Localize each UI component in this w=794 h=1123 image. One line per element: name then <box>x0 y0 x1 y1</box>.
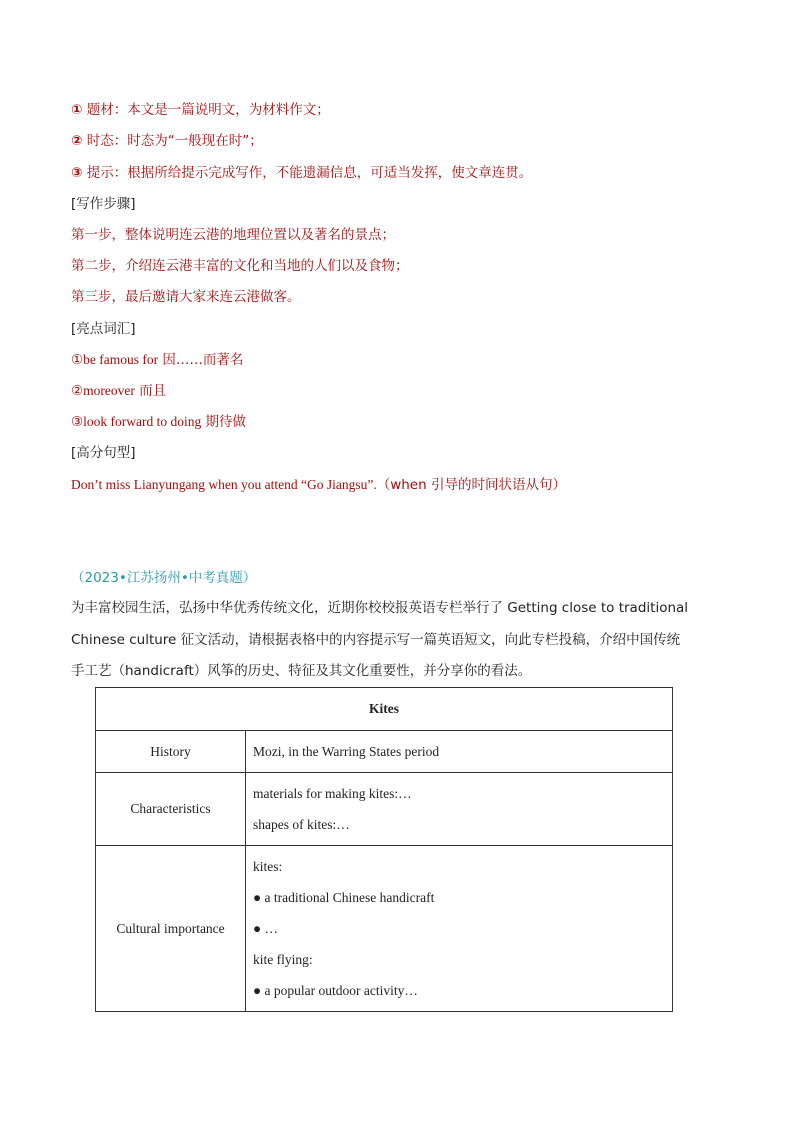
sentence-heading: [高分句型] <box>71 445 136 461</box>
vocab-item-2 <box>71 382 166 400</box>
vocab-zh: 期待做 <box>205 414 247 430</box>
cell-line: ● a popular outdoor activity… <box>253 983 418 998</box>
kites-table <box>95 687 673 1012</box>
prompt-line: 为丰富校园生活，弘扬中华优秀传统文化，近期你校校报英语专栏举行了 Getting close to traditional <box>71 600 689 616</box>
row-content <box>246 731 673 773</box>
marker: ② <box>71 383 84 399</box>
table-row <box>96 846 673 1012</box>
vocab-en: be famous for <box>83 352 159 367</box>
step-2: 第二步，介绍连云港丰富的文化和当地的人们以及食物； <box>71 258 409 274</box>
prompt-line: 手工艺（handicraft）风筝的历史、特征及其文化重要性，并分享你的看法。 <box>71 663 532 679</box>
requirement-3 <box>71 164 532 182</box>
requirement-1 <box>71 101 330 119</box>
cell-line: kite flying: <box>253 952 313 967</box>
steps-heading: [写作步骤] <box>71 196 136 212</box>
cell-line: materials for making kites:… <box>253 786 412 801</box>
requirement-text: 时态：时态为“一般现在时”； <box>86 133 263 149</box>
marker: ① <box>71 102 83 118</box>
vocab-item-3 <box>71 413 246 431</box>
vocab-zh: 而且 <box>139 383 167 399</box>
source-label: （2023•江苏扬州•中考真题） <box>71 570 257 586</box>
vocab-en: look forward to doing <box>83 414 202 429</box>
row-content <box>246 846 673 1012</box>
table-row <box>96 773 673 846</box>
cell-line: Mozi, in the Warring States period <box>253 744 440 759</box>
prompt-line: Chinese culture 征文活动，请根据表格中的内容提示写一篇英语短文，向此专栏投稿，介绍中国传统 <box>71 631 681 648</box>
marker: ③ <box>71 414 84 430</box>
requirement-text: 题材：本文是一篇说明文，为材料作文； <box>86 102 330 118</box>
sentence-zh: （when 引导的时间状语从句） <box>376 477 566 493</box>
requirement-2 <box>71 132 263 150</box>
table-header-row <box>96 688 673 731</box>
vocab-zh: 因……而著名 <box>162 352 244 368</box>
vocab-item-1 <box>71 351 243 369</box>
sentence-pattern <box>71 476 566 494</box>
marker: ② <box>71 133 83 149</box>
sentence-en: Don’t miss Lianyungang when you attend “Go Jiangsu”. <box>71 477 377 492</box>
cell-line: ● … <box>253 921 279 936</box>
prompt-paragraph <box>71 593 726 688</box>
row-content <box>246 773 673 846</box>
vocab-heading: [亮点词汇] <box>71 321 136 337</box>
table-row <box>96 731 673 773</box>
row-label: Characteristics <box>96 773 246 846</box>
cell-line: ● a traditional Chinese handicraft <box>253 890 435 905</box>
row-label: History <box>96 731 246 773</box>
row-label: Cultural importance <box>96 846 246 1012</box>
cell-line: kites: <box>253 859 283 874</box>
step-3: 第三步，最后邀请大家来连云港做客。 <box>71 289 301 305</box>
cell-line: shapes of kites:… <box>253 817 350 832</box>
vocab-en: moreover <box>83 383 135 398</box>
marker: ③ <box>71 165 83 181</box>
requirement-text: 提示：根据所给提示完成写作，不能遗漏信息，可适当发挥，使文章连贯。 <box>86 165 533 181</box>
marker: ① <box>71 352 84 368</box>
step-1: 第一步，整体说明连云港的地理位置以及著名的景点； <box>71 227 395 243</box>
table-title: Kites <box>96 688 673 731</box>
